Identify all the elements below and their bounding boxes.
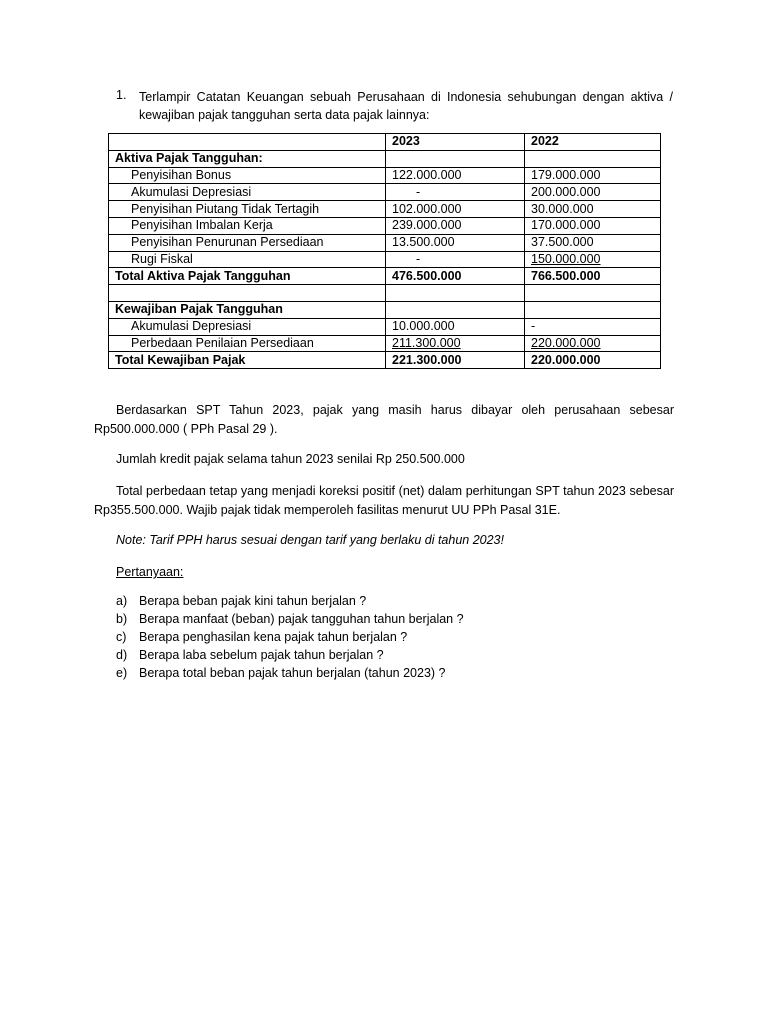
pertanyaan-heading <box>94 563 674 582</box>
value-2023: 239.000.000 <box>386 217 525 234</box>
row-label: Perbedaan Penilaian Persediaan <box>109 335 386 352</box>
value-2022: 179.000.000 <box>525 167 661 184</box>
header-cell-2022: 2022 <box>525 134 661 151</box>
value-2023: - <box>386 251 525 268</box>
row-label: Penyisihan Penurunan Persediaan <box>109 234 386 251</box>
total-label: Total Kewajiban Pajak <box>109 352 386 369</box>
pertanyaan-heading-text: Pertanyaan: <box>116 565 184 579</box>
value-2022: 37.500.000 <box>525 234 661 251</box>
list-item-text: Berapa beban pajak kini tahun berjalan ? <box>139 594 367 608</box>
paragraph-spt <box>94 401 674 439</box>
value-2022: 200.000.000 <box>525 184 661 201</box>
list-item-text: Berapa penghasilan kena pajak tahun berjalan ? <box>139 630 408 644</box>
list-item-label: d) <box>116 648 128 662</box>
spacer-row <box>109 285 661 302</box>
row-label: Penyisihan Piutang Tidak Tertagih <box>109 201 386 218</box>
total-2023: 476.500.000 <box>386 268 525 285</box>
row-label: Penyisihan Imbalan Kerja <box>109 217 386 234</box>
list-item-label: c) <box>116 630 127 644</box>
list-item-text: Berapa manfaat (beban) pajak tangguhan tahun berjalan ? <box>139 612 464 626</box>
list-item <box>116 664 464 682</box>
list-item-label: b) <box>116 612 128 626</box>
value-2022: 170.000.000 <box>525 217 661 234</box>
value-2023: 122.000.000 <box>386 167 525 184</box>
list-item-text: Berapa laba sebelum pajak tahun berjalan ? <box>139 648 384 662</box>
paragraph-spt-text: Berdasarkan SPT Tahun 2023, pajak yang masih harus dibayar oleh perusahaan sebesar Rp500.000.000 ( PPh Pasal 29 ). <box>94 403 674 436</box>
value-2022: 30.000.000 <box>525 201 661 218</box>
row-label: Rugi Fiskal <box>109 251 386 268</box>
header-cell-label <box>109 134 386 151</box>
value-2022: 220.000.000 <box>525 335 661 352</box>
total-label: Total Aktiva Pajak Tangguhan <box>109 268 386 285</box>
list-item <box>116 610 464 628</box>
table-row <box>109 251 661 268</box>
header-cell-2023: 2023 <box>386 134 525 151</box>
aktiva-heading-row <box>109 150 661 167</box>
paragraph-kredit <box>94 450 674 469</box>
aktiva-total-row <box>109 268 661 285</box>
table-row <box>109 335 661 352</box>
total-2022: 220.000.000 <box>525 352 661 369</box>
paragraph-perbedaan <box>94 482 674 520</box>
list-item <box>116 592 464 610</box>
table-header-row <box>109 134 661 151</box>
value-2023: 10.000.000 <box>386 318 525 335</box>
table-row <box>109 217 661 234</box>
table-row <box>109 184 661 201</box>
value-2023: 211.300.000 <box>386 335 525 352</box>
kewajiban-heading-row <box>109 301 661 318</box>
list-item <box>116 646 464 664</box>
value-2022: - <box>525 318 661 335</box>
table-row <box>109 167 661 184</box>
value-2023: - <box>386 184 525 201</box>
table-row <box>109 318 661 335</box>
list-item <box>116 628 464 646</box>
deferred-tax-table <box>108 133 661 369</box>
table-row <box>109 234 661 251</box>
value-2022: 150.000.000 <box>525 251 661 268</box>
question-list <box>116 592 464 682</box>
kewajiban-heading: Kewajiban Pajak Tangguhan <box>109 301 386 318</box>
value-2023: 13.500.000 <box>386 234 525 251</box>
aktiva-heading: Aktiva Pajak Tangguhan: <box>109 150 386 167</box>
total-2023: 221.300.000 <box>386 352 525 369</box>
row-label: Penyisihan Bonus <box>109 167 386 184</box>
list-item-label: e) <box>116 666 128 680</box>
note-text: Note: Tarif PPH harus sesuai dengan tarif yang berlaku di tahun 2023! <box>116 533 504 547</box>
paragraph-perbedaan-text: Total perbedaan tetap yang menjadi koreksi positif (net) dalam perhitungan SPT tahun 2023 sebesar Rp355.500.000. Wajib pajak tidak memperoleh fasilitas menurut UU PPh Pasal 31E. <box>94 484 674 517</box>
row-label: Akumulasi Depresiasi <box>109 184 386 201</box>
value-2023: 102.000.000 <box>386 201 525 218</box>
total-2022: 766.500.000 <box>525 268 661 285</box>
list-item-text: Berapa total beban pajak tahun berjalan (tahun 2023) ? <box>139 666 446 680</box>
paragraph-kredit-text: Jumlah kredit pajak selama tahun 2023 senilai Rp 250.500.000 <box>116 452 465 466</box>
note-paragraph <box>94 531 674 550</box>
question-intro: Terlampir Catatan Keuangan sebuah Perusahaan di Indonesia sehubungan dengan aktiva / kewajiban pajak tangguhan serta data pajak lainnya: <box>139 90 673 122</box>
list-item-label: a) <box>116 594 128 608</box>
kewajiban-total-row <box>109 352 661 369</box>
table-row <box>109 201 661 218</box>
row-label: Akumulasi Depresiasi <box>109 318 386 335</box>
question-number: 1. <box>116 88 127 102</box>
